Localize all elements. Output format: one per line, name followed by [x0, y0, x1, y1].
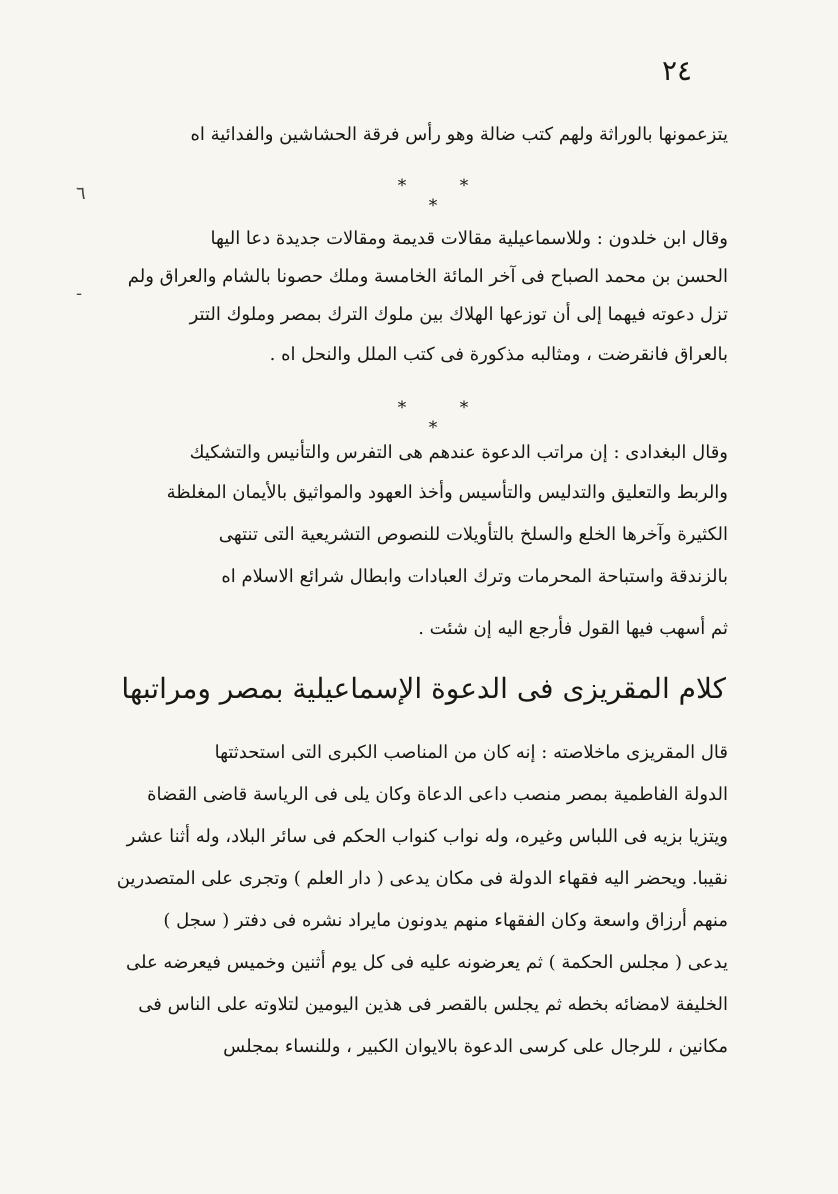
- page-number: ٢٤: [662, 54, 693, 87]
- text-line: تزل دعوته فيهما إلى أن توزعها الهلاك بين ملوك الترك بمصر وملوك التتر: [189, 304, 728, 325]
- text-line: الدولة الفاطمية بمصر منصب داعى الدعاة وكان يلى فى الرياسة قاضى القضاة: [147, 784, 728, 805]
- section-heading: كلام المقريزى فى الدعوة الإسماعيلية بمصر ومراتبها: [121, 672, 726, 705]
- text-line: والربط والتعليق والتدليس والتأسيس وأخذ العهود والمواثيق بالأيمان المغلظة: [166, 482, 728, 503]
- text-line: الخليفة لامضائه بخطه ثم يجلس بالقصر فى هذين اليومين لتلاوته على الناس فى: [138, 994, 728, 1015]
- section-separator: * * *: [397, 398, 493, 438]
- text-line: وقال ابن خلدون : وللاسماعيلية مقالات قديمة ومقالات جديدة دعا اليها: [210, 228, 728, 249]
- margin-mark: ٦: [76, 183, 86, 204]
- margin-mark: -: [76, 283, 83, 304]
- text-line: بالعراق فانقرضت ، ومثالبه مذكورة فى كتب الملل والنحل اه .: [269, 344, 728, 365]
- section-separator: * * *: [397, 176, 493, 216]
- text-line: منهم أرزاق واسعة وكان الفقهاء منهم يدونون مايراد نشره فى دفتر ( سجل ): [163, 910, 728, 931]
- text-line: الحسن بن محمد الصباح فى آخر المائة الخامسة وملك حصونا بالشام والعراق ولم: [127, 266, 728, 287]
- text-line: ويتزيا بزيه فى اللباس وغيره، وله نواب كنواب الحكم فى سائر البلاد، وله أثنا عشر: [126, 826, 728, 847]
- text-line: الكثيرة وآخرها الخلع والسلخ بالتأويلات للنصوص التشريعية التى تنتهى: [218, 524, 728, 545]
- text-line: بالزندقة واستباحة المحرمات وترك العبادات وابطال شرائع الاسلام اه: [221, 566, 728, 587]
- text-line: وقال البغدادى : إن مراتب الدعوة عندهم هى التفرس والتأنيس والتشكيك: [189, 442, 728, 463]
- text-line: نقيبا. ويحضر اليه فقهاء الدولة فى مكان يدعى ( دار العلم ) وتجرى على المتصدرين: [116, 868, 728, 889]
- text-line: ثم أسهب فيها القول فأرجع اليه إن شئت .: [418, 618, 728, 639]
- text-line: قال المقريزى ماخلاصته : إنه كان من المناصب الكبرى التى استحدثتها: [214, 742, 728, 763]
- text-line: يدعى ( مجلس الحكمة ) ثم يعرضونه عليه فى كل يوم أثنين وخميس فيعرضه على: [126, 952, 728, 973]
- text-line: يتزعمونها بالوراثة ولهم كتب ضالة وهو رأس فرقة الحشاشين والفدائية اه: [190, 124, 728, 145]
- text-line: مكانين ، للرجال على كرسى الدعوة بالايوان الكبير ، وللنساء بمجلس: [223, 1036, 728, 1057]
